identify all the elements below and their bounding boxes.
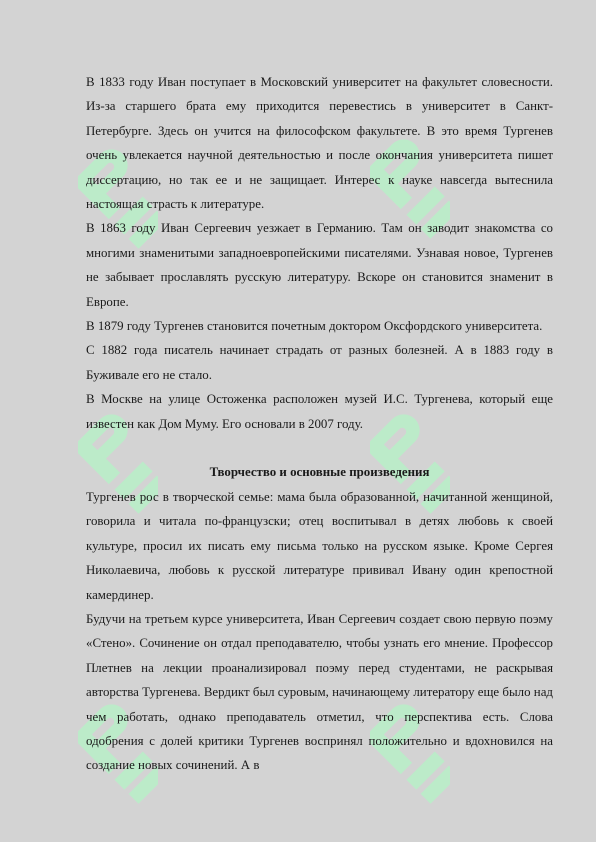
- document-body: [86, 70, 553, 778]
- paragraph: Будучи на третьем курсе университета, Иван Сергеевич создает свою первую поэму «Стено». Сочинение он отдал преподавателю, чтобы узнать его мнение. Профессор Плетнев на лекции проанализировал поэму перед студентами, не раскрывая авторства Тургенева. Вердикт был суровым, начинающему литератору еще было над чем работать, однако преподаватель отметил, что перспектива есть. Слова одобрения с долей критики Тургенев воспринял положительно и вдохновился на создание новых сочинений. А в: [86, 611, 553, 773]
- paragraph: В 1879 году Тургенев становится почетным доктором Оксфордского университета.: [86, 319, 543, 334]
- paragraph: Тургенев рос в творческой семье: мама была образованной, начитанной женщиной, говорила и читала по-французски; отец воспитывал в детях любовь к своей культуре, просил их писать ему письма только на русском языке. Кроме Сергея Николаевича, любовь к русской литературе прививал Ивану один крепостной камердинер.: [86, 489, 553, 602]
- paragraph: С 1882 года писатель начинает страдать от разных болезней. А в 1883 году в Буживале его не стало.: [86, 343, 553, 382]
- paragraph: В 1863 году Иван Сергеевич уезжает в Германию. Там он заводит знакомства со многими знаменитыми западноевропейскими писателями. Узнавая новое, Тургенев не забывает прославлять русскую литературу. Вскоре он становится знаменит в Европе.: [86, 221, 553, 309]
- paragraph: В Москве на улице Остоженка расположен музей И.С. Тургенева, который еще известен как Дом Муму. Его основали в 2007 году.: [86, 392, 553, 431]
- section-heading: Творчество и основные произведения: [209, 465, 430, 480]
- paragraph: В 1833 году Иван поступает в Московский университет на факультет словесности. Из-за старшего брата ему приходится перевестись в университет в Санкт-Петербурге. Здесь он учится на философском факультете. В это время Тургенев очень увлекается научной деятельностью и после окончания университета пишет диссертацию, но так ее и не защищает. Интерес к науке навсегда вытеснила настоящая страсть к литературе.: [86, 75, 553, 212]
